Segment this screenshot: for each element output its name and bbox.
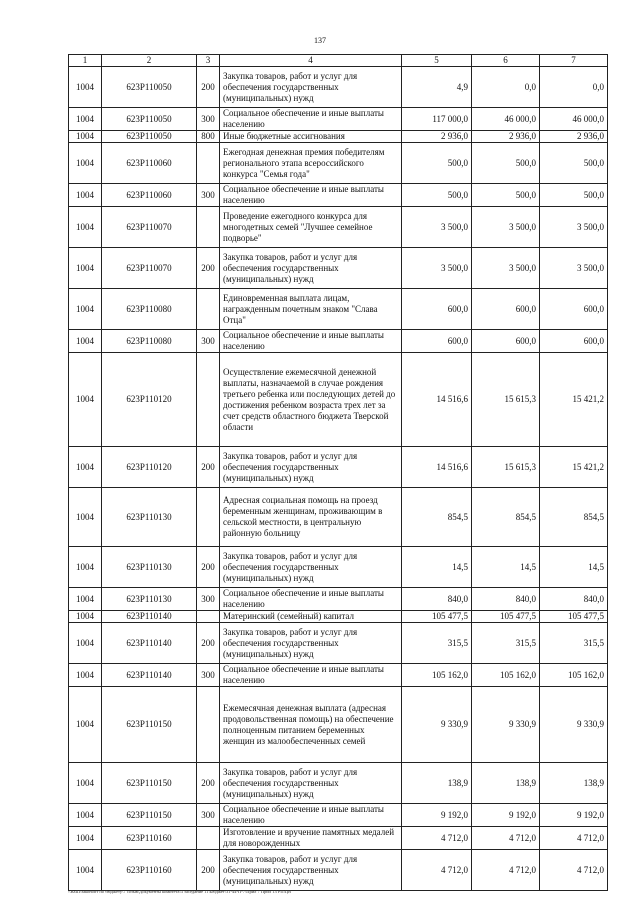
- target-code-cell: 623Р110150: [102, 763, 197, 804]
- amount-year2-cell: 0,0: [472, 67, 540, 108]
- amount-year3-cell: 500,0: [540, 184, 608, 207]
- amount-year3-cell: 840,0: [540, 588, 608, 611]
- header-row: [69, 55, 608, 67]
- amount-year1-cell: 138,9: [402, 763, 472, 804]
- amount-year1-cell: 840,0: [402, 588, 472, 611]
- section-cell: 1004: [69, 763, 102, 804]
- item-name-cell: Ежегодная денежная премия победителям регионального этапа всероссийского конкурса "Семья года": [220, 143, 402, 184]
- target-code-cell: 623Р110160: [102, 827, 197, 850]
- item-name-cell: Иные бюджетные ассигнования: [220, 131, 402, 143]
- section-cell: 1004: [69, 664, 102, 687]
- amount-year2-cell: 500,0: [472, 184, 540, 207]
- target-code-cell: 623Р110140: [102, 664, 197, 687]
- amount-year1-cell: 14,5: [402, 547, 472, 588]
- amount-year3-cell: 105 477,5: [540, 611, 608, 623]
- item-name-cell: Закупка товаров, работ и услуг для обеспечения государственных (муниципальных) нужд: [220, 850, 402, 891]
- amount-year1-cell: 3 500,0: [402, 248, 472, 289]
- section-cell: 1004: [69, 289, 102, 330]
- expense-type-cell: [197, 289, 220, 330]
- amount-year1-cell: 500,0: [402, 184, 472, 207]
- expense-type-cell: 300: [197, 330, 220, 353]
- target-code-cell: 623Р110130: [102, 588, 197, 611]
- expense-type-cell: 300: [197, 184, 220, 207]
- amount-year1-cell: 105 162,0: [402, 664, 472, 687]
- amount-year3-cell: 2 936,0: [540, 131, 608, 143]
- amount-year1-cell: 14 516,6: [402, 353, 472, 447]
- section-cell: 1004: [69, 588, 102, 611]
- target-code-cell: 623Р110120: [102, 447, 197, 488]
- expense-type-cell: [197, 207, 220, 248]
- amount-year3-cell: 138,9: [540, 763, 608, 804]
- column-header: 6: [472, 55, 540, 67]
- amount-year1-cell: 600,0: [402, 330, 472, 353]
- table-row: [69, 447, 608, 488]
- amount-year3-cell: 15 421,2: [540, 447, 608, 488]
- item-name-cell: Закупка товаров, работ и услуг для обеспечения государственных (муниципальных) нужд: [220, 67, 402, 108]
- target-code-cell: 623Р110080: [102, 330, 197, 353]
- target-code-cell: 623Р110050: [102, 108, 197, 131]
- amount-year3-cell: 600,0: [540, 289, 608, 330]
- amount-year1-cell: 117 000,0: [402, 108, 472, 131]
- section-cell: 1004: [69, 804, 102, 827]
- expense-type-cell: 200: [197, 67, 220, 108]
- target-code-cell: 623Р110070: [102, 207, 197, 248]
- amount-year2-cell: 4 712,0: [472, 827, 540, 850]
- target-code-cell: 623Р110060: [102, 184, 197, 207]
- expense-type-cell: 300: [197, 108, 220, 131]
- section-cell: 1004: [69, 547, 102, 588]
- page-number: 137: [314, 36, 326, 45]
- table-row: [69, 488, 608, 547]
- amount-year3-cell: 3 500,0: [540, 207, 608, 248]
- section-cell: 1004: [69, 488, 102, 547]
- expense-type-cell: 200: [197, 850, 220, 891]
- expense-type-cell: 200: [197, 623, 220, 664]
- amount-year3-cell: 15 421,2: [540, 353, 608, 447]
- table-row: [69, 108, 608, 131]
- amount-year2-cell: 2 936,0: [472, 131, 540, 143]
- item-name-cell: Закупка товаров, работ и услуг для обеспечения государственных (муниципальных) нужд: [220, 447, 402, 488]
- column-header: 4: [220, 55, 402, 67]
- section-cell: 1004: [69, 67, 102, 108]
- expense-type-cell: [197, 827, 220, 850]
- amount-year3-cell: 854,5: [540, 488, 608, 547]
- target-code-cell: 623Р110080: [102, 289, 197, 330]
- target-code-cell: 623Р110050: [102, 67, 197, 108]
- item-name-cell: Осуществление ежемесячной денежной выплаты, назначаемой в случае рождения третьего ребенка или последующих детей до достижения ребенком возраста трех лет за счет средств областного бюджета Тверской области: [220, 353, 402, 447]
- table-row: [69, 850, 608, 891]
- amount-year3-cell: 9 192,0: [540, 804, 608, 827]
- amount-year2-cell: 9 330,9: [472, 687, 540, 763]
- target-code-cell: 623Р110050: [102, 131, 197, 143]
- amount-year1-cell: 4,9: [402, 67, 472, 108]
- expense-type-cell: 200: [197, 547, 220, 588]
- amount-year3-cell: 105 162,0: [540, 664, 608, 687]
- expense-type-cell: [197, 353, 220, 447]
- amount-year1-cell: 3 500,0: [402, 207, 472, 248]
- table-row: [69, 623, 608, 664]
- column-header: 1: [69, 55, 102, 67]
- table-row: [69, 664, 608, 687]
- amount-year3-cell: 46 000,0: [540, 108, 608, 131]
- table-row: [69, 827, 608, 850]
- item-name-cell: Изготовление и вручение памятных медалей для новорожденных: [220, 827, 402, 850]
- target-code-cell: 623Р110160: [102, 850, 197, 891]
- section-cell: 1004: [69, 248, 102, 289]
- budget-table: [68, 54, 608, 891]
- table-row: [69, 611, 608, 623]
- item-name-cell: Закупка товаров, работ и услуг для обеспечения государственных (муниципальных) нужд: [220, 623, 402, 664]
- amount-year2-cell: 3 500,0: [472, 248, 540, 289]
- section-cell: 1004: [69, 447, 102, 488]
- section-cell: 1004: [69, 108, 102, 131]
- target-code-cell: 623Р110150: [102, 804, 197, 827]
- expense-type-cell: [197, 143, 220, 184]
- amount-year1-cell: 4 712,0: [402, 850, 472, 891]
- amount-year2-cell: 600,0: [472, 289, 540, 330]
- amount-year3-cell: 315,5: [540, 623, 608, 664]
- amount-year2-cell: 138,9: [472, 763, 540, 804]
- amount-year2-cell: 14,5: [472, 547, 540, 588]
- item-name-cell: Закупка товаров, работ и услуг для обеспечения государственных (муниципальных) нужд: [220, 547, 402, 588]
- amount-year2-cell: 15 615,3: [472, 447, 540, 488]
- amount-year3-cell: 4 712,0: [540, 850, 608, 891]
- table-row: [69, 763, 608, 804]
- table-row: [69, 353, 608, 447]
- expense-type-cell: 200: [197, 763, 220, 804]
- item-name-cell: Социальное обеспечение и иные выплаты населению: [220, 184, 402, 207]
- amount-year1-cell: 500,0: [402, 143, 472, 184]
- expense-type-cell: 300: [197, 664, 220, 687]
- item-name-cell: Социальное обеспечение и иные выплаты населению: [220, 108, 402, 131]
- target-code-cell: 623Р110130: [102, 547, 197, 588]
- column-header: 5: [402, 55, 472, 67]
- section-cell: 1004: [69, 131, 102, 143]
- section-cell: 1004: [69, 184, 102, 207]
- item-name-cell: Социальное обеспечение и иные выплаты населению: [220, 804, 402, 827]
- target-code-cell: 623Р110140: [102, 611, 197, 623]
- amount-year2-cell: 105 162,0: [472, 664, 540, 687]
- expense-type-cell: [197, 687, 220, 763]
- amount-year1-cell: 105 477,5: [402, 611, 472, 623]
- amount-year1-cell: 9 192,0: [402, 804, 472, 827]
- amount-year1-cell: 9 330,9: [402, 687, 472, 763]
- table-row: [69, 248, 608, 289]
- amount-year3-cell: 600,0: [540, 330, 608, 353]
- section-cell: 1004: [69, 827, 102, 850]
- amount-year1-cell: 2 936,0: [402, 131, 472, 143]
- section-cell: 1004: [69, 623, 102, 664]
- amount-year2-cell: 46 000,0: [472, 108, 540, 131]
- table-row: [69, 547, 608, 588]
- item-name-cell: Адресная социальная помощь на проезд беременным женщинам, проживающим в сельской местности, в центральную районную больницу: [220, 488, 402, 547]
- table-row: [69, 330, 608, 353]
- expense-type-cell: 300: [197, 804, 220, 827]
- table-body: [69, 67, 608, 891]
- item-name-cell: Материнский (семейный) капитал: [220, 611, 402, 623]
- section-cell: 1004: [69, 850, 102, 891]
- amount-year3-cell: 0,0: [540, 67, 608, 108]
- column-header: 2: [102, 55, 197, 67]
- section-cell: 1004: [69, 353, 102, 447]
- target-code-cell: 623Р110150: [102, 687, 197, 763]
- item-name-cell: Закупка товаров, работ и услуг для обеспечения государственных (муниципальных) нужд: [220, 763, 402, 804]
- item-name-cell: Единовременная выплата лицам, награжденным почетным знаком "Слава Отца": [220, 289, 402, 330]
- expense-type-cell: [197, 488, 220, 547]
- expense-type-cell: 300: [197, 588, 220, 611]
- amount-year1-cell: 315,5: [402, 623, 472, 664]
- expense-type-cell: 200: [197, 447, 220, 488]
- section-cell: 1004: [69, 330, 102, 353]
- target-code-cell: 623Р110130: [102, 488, 197, 547]
- item-name-cell: Ежемесячная денежная выплата (адресная продовольственная помощь) на обеспечение полноценным питанием беременных женщин из малообеспеченных семей: [220, 687, 402, 763]
- amount-year1-cell: 14 516,6: [402, 447, 472, 488]
- table-row: [69, 143, 608, 184]
- section-cell: 1004: [69, 687, 102, 763]
- expense-type-cell: [197, 611, 220, 623]
- table-row: [69, 184, 608, 207]
- amount-year3-cell: 9 330,9: [540, 687, 608, 763]
- section-cell: 1004: [69, 611, 102, 623]
- file-path-footer: \\ВаШ\законопт по бюджету\7 созыв\Документы комитета\3 заседание 11\Бюджет\31-44-П-7\Прил 7 Прил 13 РП\ЦВ: [68, 889, 292, 894]
- expense-type-cell: 800: [197, 131, 220, 143]
- item-name-cell: Социальное обеспечение и иные выплаты населению: [220, 588, 402, 611]
- table-row: [69, 67, 608, 108]
- target-code-cell: 623Р110070: [102, 248, 197, 289]
- item-name-cell: Социальное обеспечение и иные выплаты населению: [220, 664, 402, 687]
- column-header: 7: [540, 55, 608, 67]
- amount-year3-cell: 3 500,0: [540, 248, 608, 289]
- table-row: [69, 804, 608, 827]
- amount-year2-cell: 4 712,0: [472, 850, 540, 891]
- amount-year2-cell: 600,0: [472, 330, 540, 353]
- amount-year3-cell: 500,0: [540, 143, 608, 184]
- table-row: [69, 687, 608, 763]
- amount-year2-cell: 840,0: [472, 588, 540, 611]
- item-name-cell: Социальное обеспечение и иные выплаты населению: [220, 330, 402, 353]
- target-code-cell: 623Р110140: [102, 623, 197, 664]
- target-code-cell: 623Р110120: [102, 353, 197, 447]
- amount-year2-cell: 3 500,0: [472, 207, 540, 248]
- amount-year3-cell: 4 712,0: [540, 827, 608, 850]
- table-row: [69, 207, 608, 248]
- target-code-cell: 623Р110060: [102, 143, 197, 184]
- table-row: [69, 289, 608, 330]
- section-cell: 1004: [69, 143, 102, 184]
- amount-year2-cell: 315,5: [472, 623, 540, 664]
- amount-year1-cell: 600,0: [402, 289, 472, 330]
- amount-year2-cell: 9 192,0: [472, 804, 540, 827]
- table-row: [69, 131, 608, 143]
- table-row: [69, 588, 608, 611]
- amount-year3-cell: 14,5: [540, 547, 608, 588]
- amount-year2-cell: 105 477,5: [472, 611, 540, 623]
- amount-year1-cell: 4 712,0: [402, 827, 472, 850]
- amount-year2-cell: 854,5: [472, 488, 540, 547]
- amount-year2-cell: 15 615,3: [472, 353, 540, 447]
- expense-type-cell: 200: [197, 248, 220, 289]
- amount-year1-cell: 854,5: [402, 488, 472, 547]
- item-name-cell: Проведение ежегодного конкурса для многодетных семей "Лучшее семейное подворье": [220, 207, 402, 248]
- section-cell: 1004: [69, 207, 102, 248]
- column-header: 3: [197, 55, 220, 67]
- item-name-cell: Закупка товаров, работ и услуг для обеспечения государственных (муниципальных) нужд: [220, 248, 402, 289]
- amount-year2-cell: 500,0: [472, 143, 540, 184]
